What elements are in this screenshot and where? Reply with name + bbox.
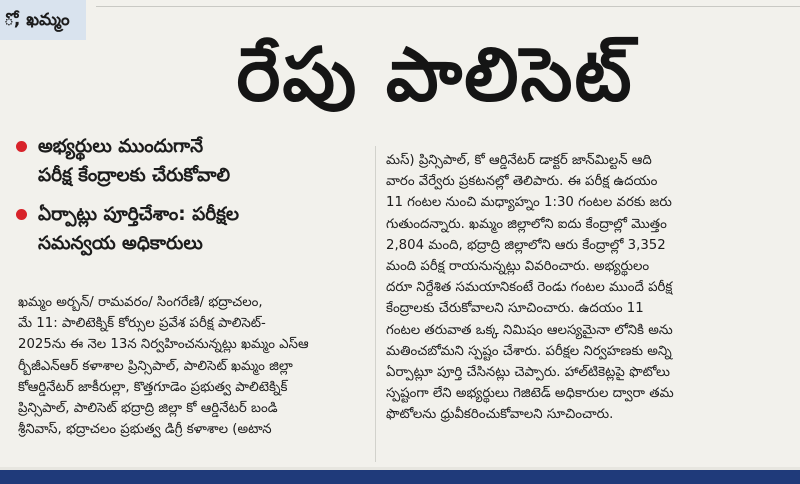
- bullet-text-line: సమన్వయ అధికారులు: [38, 233, 203, 254]
- article-line: శ్రీనివాస్, భద్రాచలం ప్రభుత్వ డిగ్రీ కళాశాల (అటాన: [18, 422, 272, 438]
- article-line: గంటల తరువాత ఒక్క నిమిషం ఆలస్యమైనా లోనికి అను: [386, 322, 673, 338]
- column-divider: [375, 146, 376, 462]
- article-line: మతించబోమని స్పష్టం చేశారు. పరీక్షల నిర్వహణకు అన్ని: [386, 343, 672, 359]
- article-line: 2025ను ఈ నెల 13న నిర్వహించనున్నట్లు ఖమ్మం ఎస్ఆ: [18, 337, 309, 353]
- bullet-text-line: ఏర్పాట్లు పూర్తిచేశాం: పరీక్షల: [38, 204, 239, 225]
- article-line: మస్) ప్రిన్సిపాల్, కో ఆర్డినేటర్ డాక్టర్ జాన్‌మిల్టన్ ఆది: [386, 153, 652, 168]
- article-column-right: [386, 150, 736, 426]
- bullet-dot-icon: [16, 209, 27, 220]
- article-line: వారం వేర్వేరు ప్రకటనల్లో తెలిపారు. ఈ పరీక్ష ఉదయం: [386, 174, 658, 190]
- dateline: ో, ఖమ్మం: [0, 0, 86, 40]
- top-rule: [96, 6, 800, 7]
- article-line: 11 గంటల నుంచి మధ్యాహ్నం 1:30 గంటల వరకు జరు: [386, 195, 672, 211]
- bullet-text-line: అభ్యర్థులు ముందుగానే: [38, 136, 204, 157]
- article-line: దరూ నిర్దేశిత సమయానికంటే రెండు గంటల ముందే పరీక్ష: [386, 280, 673, 296]
- article-line: మే 11: పాలిటెక్నిక్ కోర్సుల ప్రవేశ పరీక్ష పాలిసెట్-: [18, 316, 266, 332]
- article-column-left: [18, 292, 364, 440]
- article-line: స్పష్టంగా లేని అభ్యర్థులు గెజిటెడ్ అధికారుల ద్వారా తమ: [386, 386, 674, 402]
- article-line: కేంద్రాలకు చేరుకోవాలని సూచించారు. ఉదయం 11: [386, 301, 644, 317]
- article-line: ఫొటోలను ధ్రువీకరించుకోవాలని సూచించారు.: [386, 407, 614, 423]
- bullet-text-line: పరీక్ష కేంద్రాలకు చేరుకోవాలి: [38, 165, 231, 186]
- bullet-point: [12, 200, 360, 258]
- article-line: ప్రిన్సిపాల్, పాలిసెట్ భద్రాద్రి జిల్లా కో ఆర్డినేటర్ బండి: [18, 401, 278, 417]
- bottom-color-bar: [0, 470, 800, 484]
- article-line: ఏర్పాట్లూ పూర్తి చేసినట్లు చెప్పారు. హాల్‌టికెట్లపై ఫొటోలు: [386, 365, 670, 381]
- article-line: ర్బీజీఎన్ఆర్ కళాశాల ప్రిన్సిపాల్, పాలిసెట్ ఖమ్మం జిల్లా: [18, 358, 293, 374]
- bullet-point: [12, 132, 360, 190]
- article-line: 2,804 మంది, భద్రాద్రి జిల్లాలోని ఆరు కేంద్రాల్లో 3,352: [386, 237, 666, 253]
- article-line: ఖమ్మం అర్బన్/ రామవరం/ సింగరేణి/ భద్రాచలం,: [18, 295, 263, 310]
- article-line: గుతుందన్నారు. ఖమ్మం జిల్లాలోని ఐదు కేంద్రాల్లో మొత్తం: [386, 216, 667, 232]
- article-line: మంది పరీక్ష రాయనున్నట్లు వివరించారు. అభ్యర్థులం: [386, 259, 650, 275]
- bullet-dot-icon: [16, 141, 27, 152]
- subheadline-bullets: [12, 132, 360, 258]
- article-line: కోఆర్డినేటర్ జాకీరుల్లా, కొత్తగూడెం ప్రభుత్వ పాలిటెక్నిక్: [18, 379, 288, 395]
- headline: రేపు పాలిసెట్: [236, 32, 634, 118]
